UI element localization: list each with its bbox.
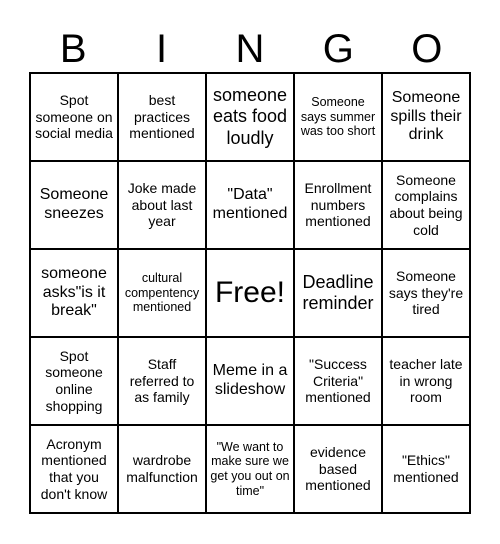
bingo-cell[interactable]: Enrollment numbers mentioned [294,161,382,249]
bingo-cell[interactable]: best practices mentioned [118,73,206,161]
header-letter-b: B [59,27,87,71]
bingo-cell[interactable]: Spot someone online shopping [30,337,118,425]
bingo-cell[interactable]: Someone spills their drink [382,73,470,161]
bingo-cell[interactable]: wardrobe malfunction [118,425,206,513]
header-letter-o: O [411,27,443,71]
bingo-cell[interactable]: teacher late in wrong room [382,337,470,425]
bingo-cell[interactable]: Spot someone on social media [30,73,118,161]
bingo-cell[interactable]: Someone sneezes [30,161,118,249]
header-letter-i: I [156,27,168,71]
bingo-board [29,72,471,514]
bingo-cell[interactable]: "Ethics" mentioned [382,425,470,513]
bingo-cell[interactable]: evidence based mentioned [294,425,382,513]
bingo-cell[interactable]: Staff referred to as family [118,337,206,425]
bingo-cell[interactable]: Someone says summer was too short [294,73,382,161]
free-space-cell[interactable]: Free! [206,249,294,337]
bingo-cell[interactable]: Someone complains about being cold [382,161,470,249]
bingo-cell[interactable]: someone eats food loudly [206,73,294,161]
header-letter-n: N [235,27,265,71]
header-letter-g: G [322,27,354,71]
bingo-cell[interactable]: Meme in a slideshow [206,337,294,425]
bingo-cell[interactable]: Acronym mentioned that you don't know [30,425,118,513]
bingo-cell[interactable]: Deadline reminder [294,249,382,337]
bingo-cell[interactable]: "Data" mentioned [206,161,294,249]
bingo-cell[interactable]: Someone says they're tired [382,249,470,337]
bingo-cell[interactable]: Joke made about last year [118,161,206,249]
bingo-cell[interactable]: someone asks"is it break" [30,249,118,337]
bingo-cell[interactable]: "Success Criteria" mentioned [294,337,382,425]
bingo-cell[interactable]: "We want to make sure we get you out on time" [206,425,294,513]
bingo-header [29,26,471,72]
bingo-cell[interactable]: cultural compentency mentioned [118,249,206,337]
